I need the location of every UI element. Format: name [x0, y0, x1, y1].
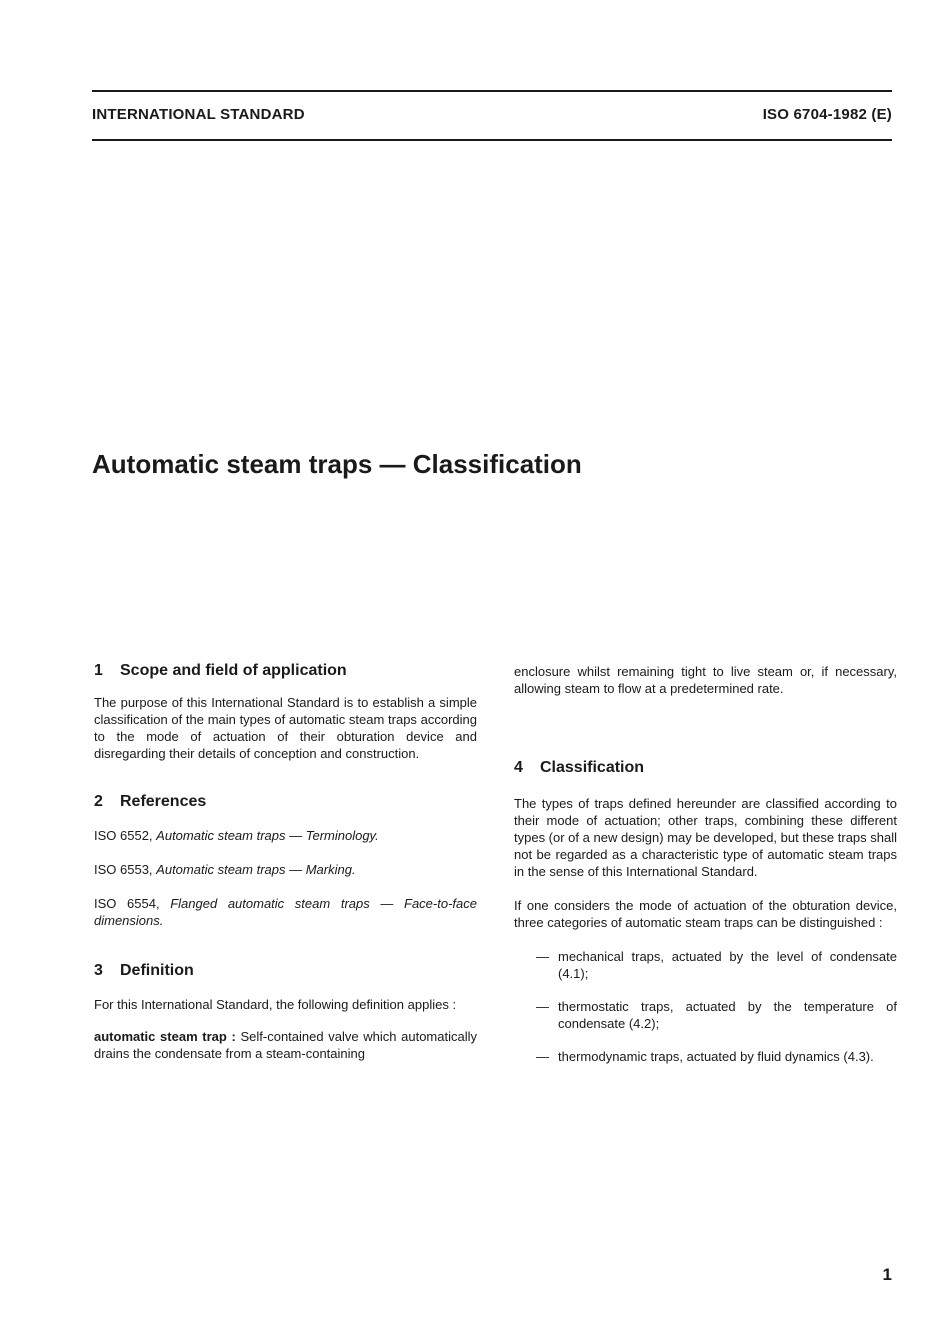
- section-scope: [94, 661, 477, 762]
- dash-marker: —: [536, 949, 549, 964]
- reference-title: Flanged automatic steam traps — Face-to-face dimensions.: [94, 896, 477, 928]
- section-number: 2: [94, 793, 103, 810]
- definition-continuation: enclosure whilst remaining tight to live steam or, if necessary, allowing steam to flow at a predetermined rate.: [514, 664, 897, 696]
- list-item: [536, 998, 897, 1032]
- definition-term: automatic steam trap :: [94, 1029, 236, 1044]
- classification-paragraph-1: The types of traps defined hereunder are classified according to their mode of actuation; other traps, combining these different types (or of a new design) may be developed, but these traps shall not be regarded as a characteristic type of automatic steam traps in the sense of this International Standard.: [514, 796, 897, 879]
- document-title: Automatic steam traps — Classification: [92, 449, 582, 479]
- section-title: Definition: [120, 962, 194, 979]
- list-item-text: thermodynamic traps, actuated by fluid dynamics (4.3).: [558, 1049, 874, 1064]
- scope-text: The purpose of this International Standard is to establish a simple classification of the main types of automatic steam traps according to the mode of actuation of their obturation device and disregarding their details of conception and construction.: [94, 695, 477, 761]
- section-heading: [514, 758, 897, 778]
- classification-paragraph-2: If one considers the mode of actuation of the obturation device, three categories of automatic steam traps can be distinguished :: [514, 898, 897, 930]
- section-title: Classification: [540, 759, 645, 776]
- section-heading: [94, 961, 477, 981]
- reference-title: Automatic steam traps — Marking.: [156, 862, 356, 877]
- reference-code: ISO 6552,: [94, 828, 153, 843]
- section-number: 4: [514, 759, 523, 776]
- section-number: 3: [94, 962, 103, 979]
- section-title: References: [120, 793, 207, 810]
- page-number: 1: [882, 1265, 892, 1284]
- definition-intro: For this International Standard, the following definition applies :: [94, 997, 457, 1012]
- definition-body: [94, 1028, 477, 1062]
- reference-code: ISO 6554,: [94, 896, 160, 911]
- reference-item: [94, 861, 477, 878]
- section-heading: [94, 792, 477, 812]
- definition-continuation-block: [514, 663, 897, 697]
- definition-text: Self-contained valve which automatically drains the condensate from a steam-containing: [94, 1029, 477, 1061]
- section-definition: [94, 961, 477, 1062]
- reference-item: [94, 895, 477, 929]
- reference-code: ISO 6553,: [94, 862, 153, 877]
- reference-item: [94, 827, 477, 844]
- header-standard-number: ISO 6704-1982 (E): [762, 106, 892, 123]
- list-item-text: mechanical traps, actuated by the level of condensate (4.1);: [558, 949, 897, 981]
- header-rule-top: [92, 90, 892, 92]
- header-rule-bottom: [92, 139, 892, 141]
- section-number: 1: [94, 662, 103, 679]
- section-classification: [514, 758, 897, 1065]
- dash-marker: —: [536, 999, 549, 1014]
- dash-marker: —: [536, 1049, 549, 1064]
- classification-list: [514, 948, 897, 1065]
- list-item-text: thermostatic traps, actuated by the temperature of condensate (4.2);: [558, 999, 897, 1031]
- header-standard-type: INTERNATIONAL STANDARD: [92, 106, 305, 123]
- section-references: [94, 792, 477, 929]
- list-item: [536, 1048, 897, 1065]
- list-item: [536, 948, 897, 982]
- section-heading: [94, 661, 477, 681]
- section-title: Scope and field of application: [120, 662, 347, 679]
- reference-title: Automatic steam traps — Terminology.: [156, 828, 379, 843]
